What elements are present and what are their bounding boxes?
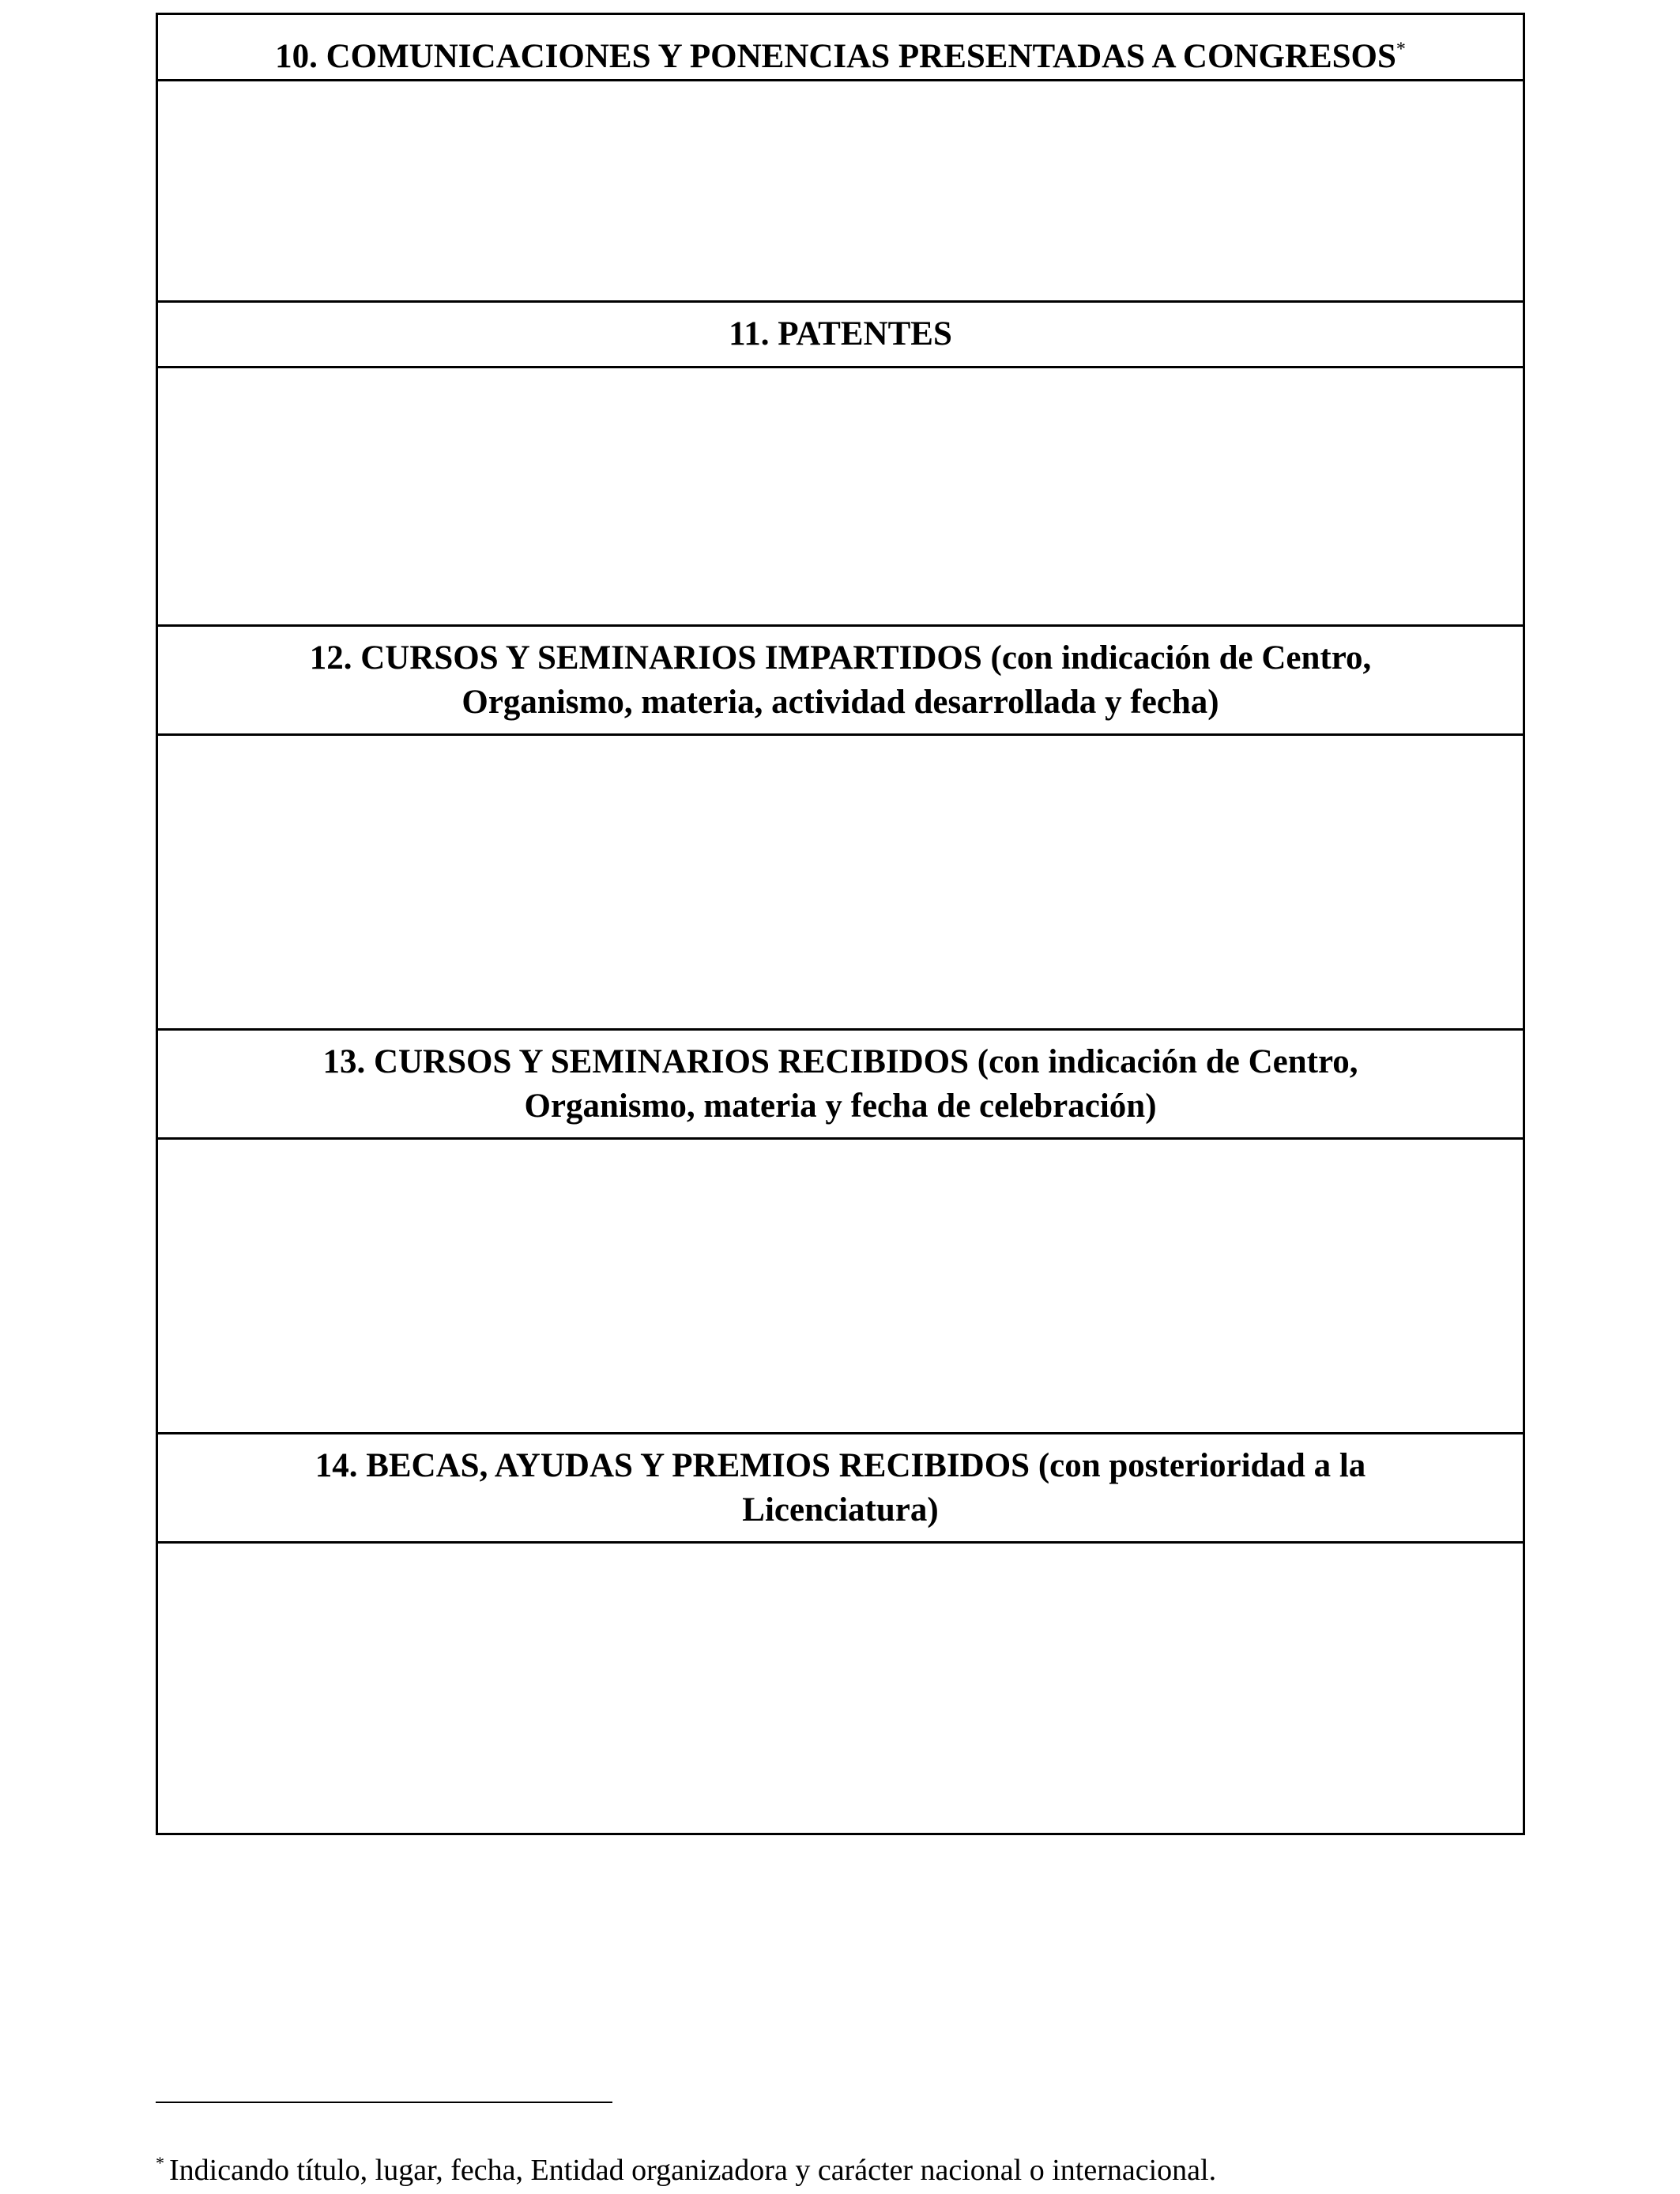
section-body-courses-received[interactable]: [158, 1140, 1523, 1434]
section-body-patents[interactable]: [158, 368, 1523, 627]
footnote-separator: [156, 2102, 612, 2103]
section-title-line-2: Organismo, materia, actividad desarrollada y fecha): [461, 683, 1219, 721]
section-body-communications[interactable]: [158, 81, 1523, 303]
section-title-line: [190, 35, 1491, 79]
section-header-communications: [158, 15, 1523, 81]
footnote: [156, 2153, 1499, 2188]
cv-form-table: [156, 13, 1525, 1835]
section-header-courses-received: [158, 1031, 1523, 1140]
section-title: 11. PATENTES: [729, 315, 952, 352]
section-body-courses-taught[interactable]: [158, 736, 1523, 1031]
section-title-line-2: Organismo, materia y fecha de celebración): [524, 1087, 1157, 1125]
footnote-text: Indicando título, lugar, fecha, Entidad organizadora y carácter nacional o internacional.: [169, 2154, 1217, 2187]
section-header-patents: [158, 303, 1523, 368]
footnote-marker: *: [1396, 39, 1406, 60]
section-body-grants-awards[interactable]: [158, 1544, 1523, 1833]
section-header-grants-awards: [158, 1434, 1523, 1544]
section-title: 10. COMUNICACIONES Y PONENCIAS PRESENTADAS A CONGRESOS: [275, 38, 1396, 75]
section-title-line-2: Licenciatura): [742, 1491, 939, 1529]
section-title-line-1: 13. CURSOS Y SEMINARIOS RECIBIDOS (con indicación de Centro,: [322, 1042, 1358, 1080]
section-header-courses-taught: [158, 627, 1523, 736]
section-title-line-1: 12. CURSOS Y SEMINARIOS IMPARTIDOS (con indicación de Centro,: [309, 639, 1372, 677]
footnote-marker: *: [156, 2153, 164, 2173]
section-title-line-1: 14. BECAS, AYUDAS Y PREMIOS RECIBIDOS (con posterioridad a la: [315, 1446, 1366, 1484]
